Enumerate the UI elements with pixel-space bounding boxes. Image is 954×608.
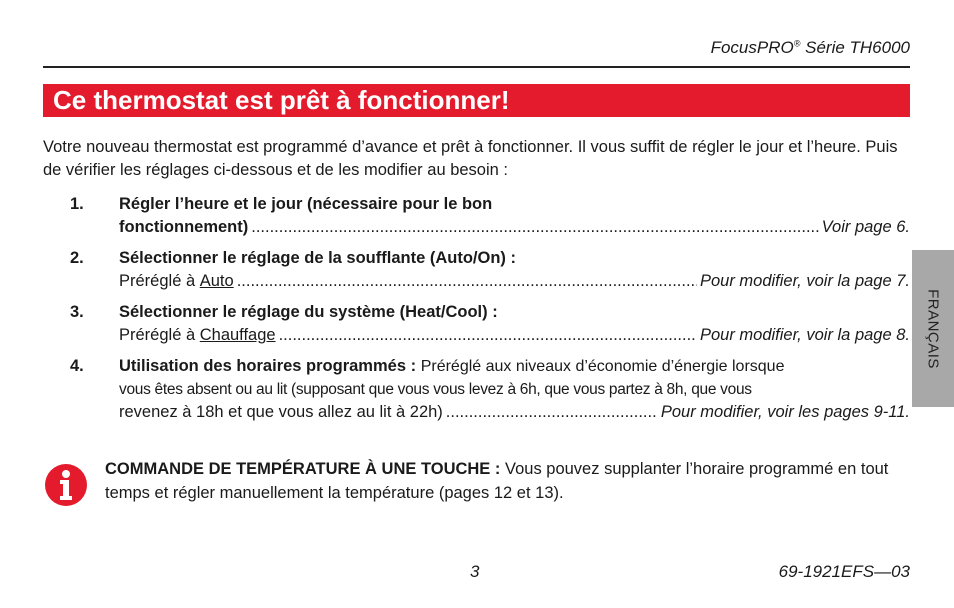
page-number: 3 bbox=[470, 562, 480, 581]
list-item-3 bbox=[43, 301, 910, 347]
item-number: 4. bbox=[70, 357, 84, 375]
header-rule bbox=[43, 66, 910, 68]
list-item-1 bbox=[43, 193, 910, 239]
dot-leader bbox=[446, 401, 658, 424]
page-reference: Pour modifier, voir les pages 9-11. bbox=[660, 403, 910, 421]
item-description: Préréglé aux niveaux d’économie d’énergie lorsque bbox=[420, 358, 785, 375]
list-item-4 bbox=[43, 355, 910, 424]
dot-leader bbox=[237, 270, 697, 293]
note-text: Vous pouvez supplanter l’horaire programmé en tout temps et régler manuellement la température (pages 12 et 13). bbox=[105, 460, 889, 502]
item-title: Utilisation des horaires programmés : bbox=[119, 357, 417, 375]
setup-list bbox=[43, 193, 910, 432]
banner-title: Ce thermostat est prêt à fonctionner! bbox=[53, 85, 510, 115]
item-title: Régler l’heure et le jour (nécessaire pour le bon bbox=[119, 195, 493, 213]
page-reference: Pour modifier, voir la page 7. bbox=[699, 272, 910, 290]
info-icon bbox=[44, 463, 88, 507]
item-description-end: revenez à 18h et que vous allez au lit à 22h) bbox=[119, 403, 443, 421]
item-number: 3. bbox=[70, 303, 84, 321]
intro-paragraph: Votre nouveau thermostat est programmé d’avance et prêt à fonctionner. Il vous suffit de régler le jour et l’heure. Puis de vérifier les réglages ci-dessous et de les modifier au besoin : bbox=[43, 138, 898, 179]
note-title: COMMANDE DE TEMPÉRATURE À UNE TOUCHE : bbox=[105, 460, 501, 478]
item-description-cont: vous êtes absent ou au lit (supposant que vous vous levez à 6h, que vous partez à 8h, que vous bbox=[119, 381, 752, 398]
page-reference: Voir page 6. bbox=[821, 218, 910, 236]
item-title-cont: fonctionnement) bbox=[119, 218, 249, 236]
preset-prefix: Préréglé à bbox=[119, 272, 196, 290]
preset-prefix: Préréglé à bbox=[119, 326, 196, 344]
language-tab-label: FRANÇAIS bbox=[924, 288, 942, 369]
registered-mark: ® bbox=[793, 38, 801, 49]
document-number: 69-1921EFS—03 bbox=[778, 562, 910, 581]
item-number: 2. bbox=[70, 249, 84, 267]
list-item-2 bbox=[43, 247, 910, 293]
item-title: Sélectionner le réglage de la soufflante (Auto/On) : bbox=[119, 249, 516, 267]
dot-leader bbox=[251, 216, 818, 239]
preset-value: Auto bbox=[199, 272, 234, 290]
series-name: Série TH6000 bbox=[805, 38, 910, 57]
dot-leader bbox=[279, 324, 697, 347]
page-reference: Pour modifier, voir la page 8. bbox=[699, 326, 910, 344]
preset-value: Chauffage bbox=[199, 326, 276, 344]
item-title: Sélectionner le réglage du système (Heat/Cool) : bbox=[119, 303, 498, 321]
info-note bbox=[105, 457, 915, 505]
item-number: 1. bbox=[70, 195, 84, 213]
document-header bbox=[711, 38, 910, 58]
product-name: FocusPRO bbox=[710, 38, 794, 57]
language-tab bbox=[912, 250, 954, 407]
section-banner bbox=[43, 84, 910, 117]
